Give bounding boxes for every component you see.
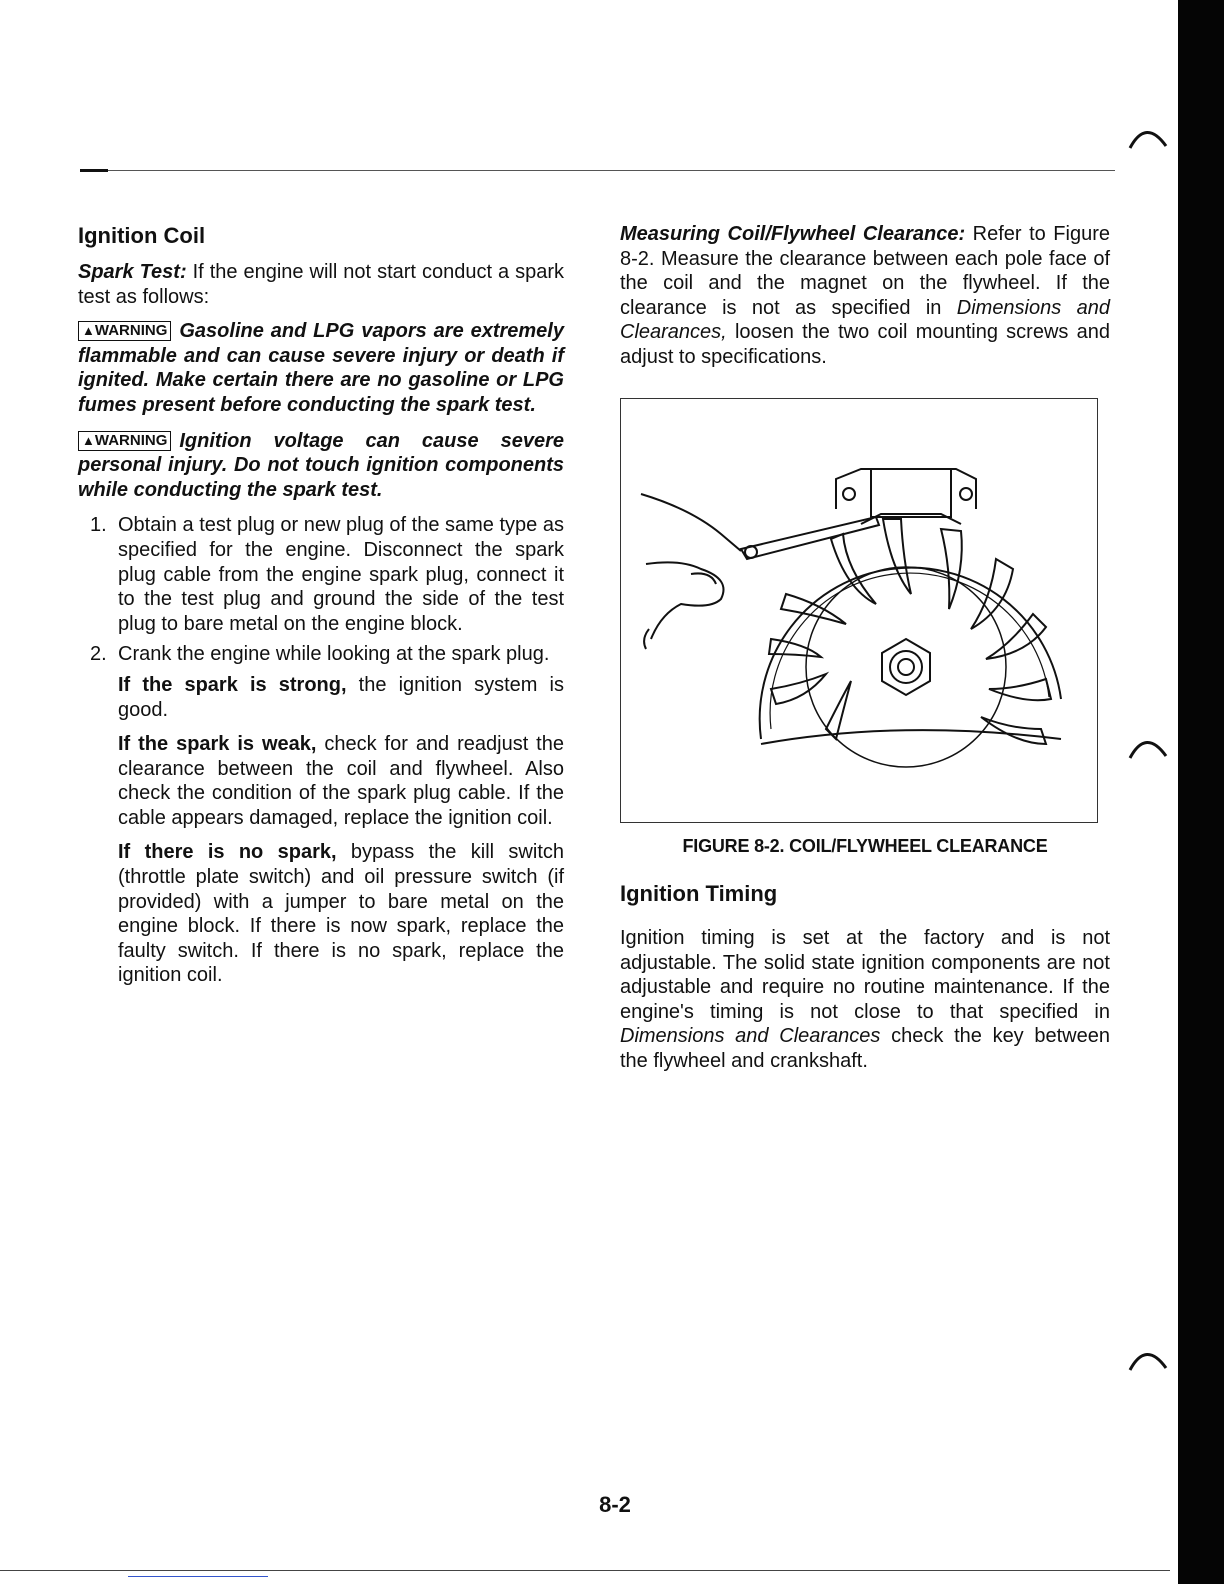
spark-test-paragraph (78, 260, 564, 309)
spark-strong-text: the ignition system is good. (118, 673, 564, 721)
figure-coil-flywheel (620, 398, 1098, 823)
step-text: Crank the engine while looking at the spark plug. (118, 643, 550, 666)
page-number: 8-2 (599, 1492, 631, 1517)
timing-text-a: Ignition timing is set at the factory and is not adjustable. The solid state ignition components are not adjustable and require no routine maintenance. If the engine's timing is not close to that specified in (620, 927, 1110, 1023)
spark-test-text: If the engine will not start conduct a spark test as follows: (78, 261, 564, 308)
page-tab-mark (1126, 1330, 1176, 1380)
step-item (78, 513, 564, 636)
ignition-timing-section (620, 880, 1110, 1084)
spark-test-lead: Spark Test: (78, 261, 187, 283)
ignition-coil (836, 469, 976, 509)
page-tab-mark (1126, 718, 1176, 768)
step-number: 1. (90, 514, 107, 537)
measuring-text-b: loosen the two coil mounting screws and adjust to specifications. (620, 321, 1110, 368)
header-rule-mark (80, 169, 108, 172)
footer-rule (0, 1570, 1170, 1571)
step-text: Obtain a test plug or new plug of the same type as specified for the engine. Disconnect the spark plug cable from the engine spark plug, connect it to the test plug and ground the side of the test plug to bare metal on the engine block. (118, 514, 564, 635)
hand (641, 494, 741, 551)
section-heading-ignition-coil: Ignition Coil (78, 223, 206, 248)
step-item (78, 642, 564, 667)
warning-badge-label: WARNING (94, 322, 168, 340)
spark-weak-paragraph (78, 732, 564, 830)
header-rule (80, 170, 1115, 171)
warning-badge (78, 431, 171, 451)
measuring-clearance-lead: Measuring Coil/Flywheel Clearance: (620, 223, 966, 245)
timing-reference: Dimensions and Clearances (620, 1025, 881, 1048)
spark-strong-lead: If the spark is strong, (118, 673, 347, 696)
warning-triangle-icon: ▲ (82, 323, 95, 339)
spark-strong-paragraph (78, 673, 564, 722)
feeler-gauge (741, 517, 879, 559)
step-number: 2. (90, 643, 107, 666)
warning-voltage-text: Ignition voltage can cause severe personal injury. Do not touch ignition components while conducting the spark test. (78, 429, 564, 501)
no-spark-text: bypass the kill switch (throttle plate switch) and oil pressure switch (if provided) with a jumper to bare metal on the engine block. If there is now spark, replace the faulty switch. If there is no spark, replace the ignition coil. (118, 841, 564, 987)
scan-edge-bar (1178, 0, 1224, 1584)
footer-link-underline (128, 1576, 268, 1577)
ignition-timing-paragraph (620, 926, 1110, 1074)
page-tab-mark (1126, 108, 1176, 158)
warning-voltage (78, 429, 564, 503)
section-heading-ignition-timing: Ignition Timing (620, 881, 778, 906)
figure-caption: FIGURE 8-2. COIL/FLYWHEEL CLEARANCE (682, 836, 1048, 856)
flywheel-illustration (621, 399, 1096, 821)
warning-flammable (78, 319, 564, 417)
spark-weak-text: check for and readjust the clearance between the coil and flywheel. Also check the condition of the spark plug cable. If the cable appears damaged, replace the ignition coil. (118, 733, 564, 829)
measuring-text-a: Refer to Figure 8-2. Measure the clearance between each pole face of the coil and the magnet on the flywheel. If the clearance is not as specified in (620, 223, 1110, 319)
procedure-steps (78, 513, 564, 667)
warning-badge (78, 321, 171, 341)
measuring-reference: Dimensions and Clearances, (620, 296, 1110, 344)
warning-triangle-icon: ▲ (82, 432, 95, 448)
warning-flammable-text: Gasoline and LPG vapors are extremely flammable and can cause severe injury or death if ignited. Make certain there are no gasoline or LPG fumes present before conducting the spark test. (78, 320, 564, 416)
right-column (620, 222, 1110, 380)
warning-badge-label: WARNING (94, 431, 168, 449)
measuring-clearance-paragraph (620, 222, 1110, 370)
spark-weak-lead: If the spark is weak, (118, 733, 317, 756)
left-column (78, 222, 564, 998)
no-spark-paragraph (78, 840, 564, 988)
no-spark-lead: If there is no spark, (118, 841, 337, 864)
timing-text-b: check the key between the flywheel and crankshaft. (620, 1025, 1110, 1072)
